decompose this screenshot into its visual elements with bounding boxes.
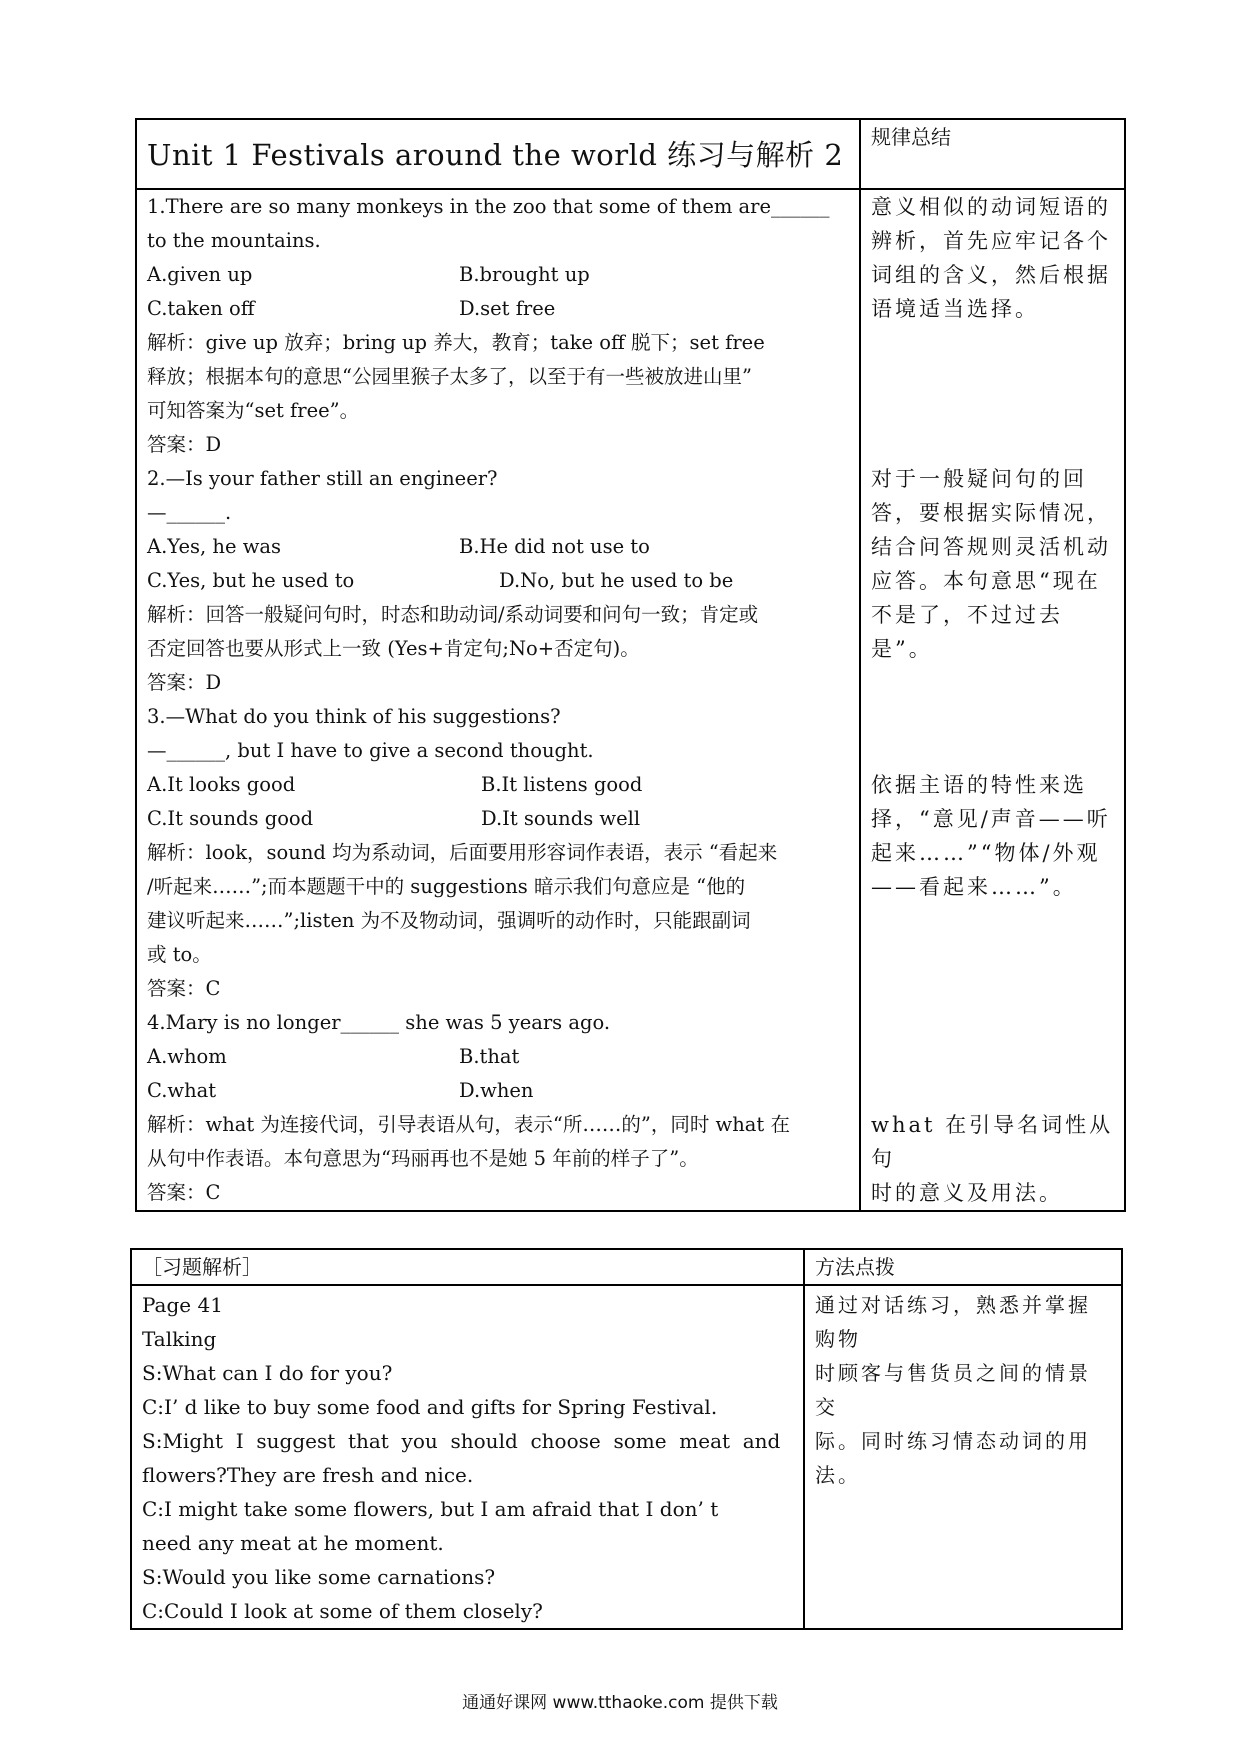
q4-stem: 4.Mary is no longer______ she was 5 years ago.: [147, 1011, 611, 1034]
q3-options-row2: [147, 802, 849, 836]
q1-stem-cont: to the mountains.: [147, 229, 321, 252]
note-q3-line: 择，“意见/声音——听: [871, 807, 1111, 831]
q4-analysis: 解析：what 为连接代词，引导表语从句，表示“所……的”，同时 what 在: [147, 1113, 790, 1136]
q1-analysis-end: 可知答案为“set free”。: [147, 399, 360, 422]
note-q1: [871, 190, 1114, 326]
note-q3: [871, 768, 1114, 904]
q2-option-a: A.Yes, he was: [147, 535, 282, 558]
note-gap: [871, 666, 1114, 768]
q4-option-b: B.that: [459, 1045, 520, 1068]
q1-analysis-cont: 释放；根据本句的意思“公园里猴子太多了，以至于有一些被放进山里”: [147, 365, 752, 388]
q4-analysis-cont: 从句中作表语。本句意思为“玛丽再也不是她 5 年前的样子了”。: [147, 1147, 699, 1170]
note-q2-line: 应答。本句意思“现在: [871, 569, 1101, 593]
q4-options-row2: [147, 1074, 849, 1108]
dialogue-line: C:Could I look at some of them closely?: [142, 1599, 543, 1623]
questions-cell: [136, 189, 860, 1211]
q4-options-row1: [147, 1040, 849, 1074]
note-q2-line: 答，要根据实际情况，: [871, 501, 1111, 525]
q4-option-a: A.whom: [147, 1045, 227, 1068]
q3-analysis: 解析：look，sound 均为系动词，后面要用形容词作表语，表示 “看起来: [147, 841, 778, 864]
q1-option-c: C.taken off: [147, 297, 255, 320]
page-footer: 通通好课网 www.tthaoke.com 提供下载: [462, 1693, 778, 1713]
q3-analysis-end: 或 to。: [147, 943, 212, 966]
q2-stem: 2.—Is your father still an engineer?: [147, 467, 498, 490]
q2-analysis: 解析：回答一般疑问句时，时态和助动词/系动词要和问句一致；肯定或: [147, 603, 759, 626]
q3-option-d: D.It sounds well: [481, 807, 641, 830]
q3-analysis-cont2: 建议听起来……”;listen 为不及物动词，强调听的动作时，只能跟副词: [147, 909, 751, 932]
q3-answer: 答案：C: [147, 977, 221, 1000]
method-tip-line: 通过对话练习，熟悉并掌握购物: [815, 1293, 1091, 1351]
exercise-table: [135, 118, 1126, 1212]
note-q2-line: 结合问答规则灵活机动: [871, 535, 1111, 559]
note-q2-line: 不是了，不过过去是”。: [871, 603, 1063, 661]
note-q3-line: ——看起来……”。: [871, 875, 1077, 899]
q2-options-row1: [147, 530, 849, 564]
q3-options-row1: [147, 768, 849, 802]
dialogue-line: C:I might take some flowers, but I am afraid that I don’ t: [142, 1497, 719, 1521]
note-q1-line: 语境适当选择。: [871, 297, 1039, 321]
note-q4: [871, 1108, 1114, 1210]
q1-option-a: A.given up: [147, 263, 253, 286]
method-tip-line: 际。同时练习情态动词的用法。: [815, 1429, 1091, 1487]
dialogue-line: Talking: [142, 1327, 217, 1351]
note-q2: [871, 462, 1114, 666]
dialogue-line: S:Might I suggest that you should choose some meat and: [142, 1429, 781, 1453]
q1-option-b: B.brought up: [459, 263, 590, 286]
dialogue-line: Page 41: [142, 1293, 223, 1317]
note-q3-line: 依据主语的特性来选: [871, 773, 1087, 797]
note-q4-line: what 在引导名词性从句: [871, 1113, 1114, 1171]
dialogue-line: S:Would you like some carnations?: [142, 1565, 496, 1589]
q2-option-d: D.No, but he used to be: [499, 569, 734, 592]
note-q1-line: 词组的含义，然后根据: [871, 263, 1111, 287]
method-tip-line: 时顾客与售货员之间的情景交: [815, 1361, 1091, 1419]
method-tip-cell: [804, 1285, 1122, 1629]
q3-option-b: B.It listens good: [481, 773, 643, 796]
q1-option-d: D.set free: [459, 297, 556, 320]
q3-option-c: C.It sounds good: [147, 807, 314, 830]
q1-options-row1: [147, 258, 849, 292]
dialogue-line: S:What can I do for you?: [142, 1361, 393, 1385]
note-q1-line: 意义相似的动词短语的: [871, 195, 1111, 219]
note-gap: [871, 904, 1114, 1108]
dialogue-cell: [131, 1285, 804, 1629]
q4-option-c: C.what: [147, 1079, 217, 1102]
q2-option-c: C.Yes, but he used to: [147, 569, 355, 592]
q3-stem: 3.—What do you think of his suggestions?: [147, 705, 561, 728]
note-gap: [871, 326, 1114, 462]
dialogue-line: need any meat at he moment.: [142, 1531, 444, 1555]
q3-analysis-cont: /听起来……”;而本题题干中的 suggestions 暗示我们句意应是 “他的: [147, 875, 746, 898]
summary-header: 规律总结: [860, 119, 1125, 189]
q4-answer: 答案：C: [147, 1181, 221, 1204]
q2-option-b: B.He did not use to: [459, 535, 650, 558]
q3-option-a: A.It looks good: [147, 773, 296, 796]
note-q2-line: 对于一般疑问句的回: [871, 467, 1087, 491]
q1-answer: 答案：D: [147, 433, 222, 456]
q3-stem-cont: —______, but I have to give a second thought.: [147, 739, 594, 762]
dialogue-line: C:I’ d like to buy some food and gifts for Spring Festival.: [142, 1395, 718, 1419]
q2-answer: 答案：D: [147, 671, 222, 694]
q4-option-d: D.when: [459, 1079, 534, 1102]
note-q1-line: 辨析，首先应牢记各个: [871, 229, 1111, 253]
q2-options-row2: [147, 564, 849, 598]
note-q3-line: 起来……”“物体/外观: [871, 841, 1101, 865]
dialogue-line: flowers?They are fresh and nice.: [142, 1463, 474, 1487]
note-q4-line: 时的意义及用法。: [871, 1181, 1063, 1205]
method-header: 方法点拨: [804, 1249, 1122, 1285]
q1-stem: 1.There are so many monkeys in the zoo that some of them are______: [147, 195, 830, 218]
q1-options-row2: [147, 292, 849, 326]
textbook-analysis-table: [130, 1248, 1123, 1630]
analysis-header: ［习题解析］: [131, 1249, 804, 1285]
q1-analysis: 解析：give up 放弃；bring up 养大，教育；take off 脱下；set free: [147, 331, 765, 354]
notes-cell: [860, 189, 1125, 1211]
q2-analysis-cont: 否定回答也要从形式上一致 (Yes+肯定句;No+否定句)。: [147, 637, 640, 660]
worksheet-title: Unit 1 Festivals around the world 练习与解析 2: [136, 119, 860, 189]
q2-stem-cont: —______.: [147, 501, 232, 524]
